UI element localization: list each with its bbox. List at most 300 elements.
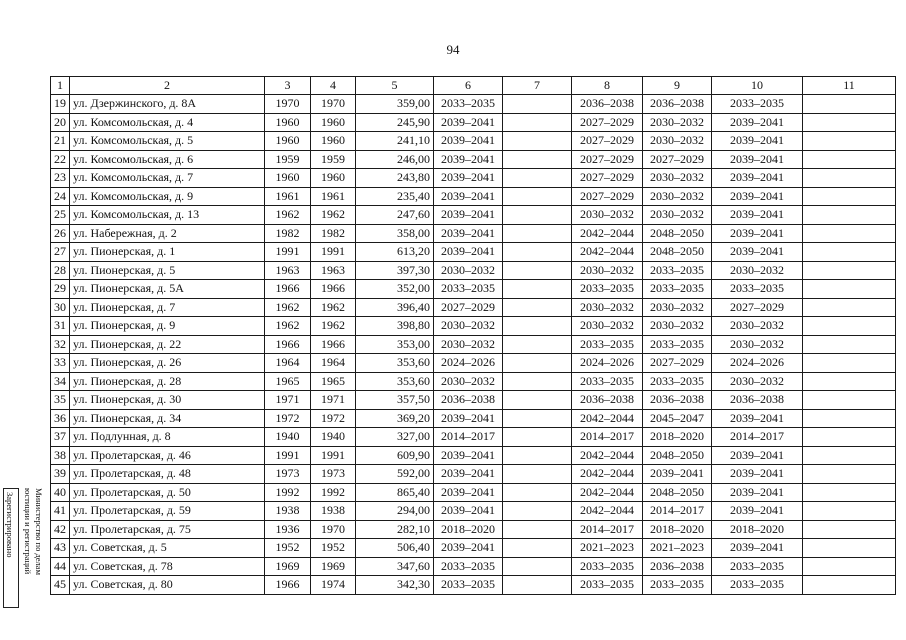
period-6-cell: 2039–2041 — [434, 187, 503, 206]
period-9-cell: 2036–2038 — [643, 391, 712, 410]
period-8-cell: 2030–2032 — [572, 261, 643, 280]
period-6-cell: 2039–2041 — [434, 483, 503, 502]
row-number-cell: 19 — [51, 95, 70, 114]
table-row — [51, 372, 896, 391]
row-number-cell: 30 — [51, 298, 70, 317]
address-cell: ул. Дзержинского, д. 8А — [70, 95, 265, 114]
period-8-cell: 2042–2044 — [572, 409, 643, 428]
row-number-cell: 35 — [51, 391, 70, 410]
table-row — [51, 428, 896, 447]
year-commissioned-cell: 1970 — [311, 520, 356, 539]
row-number-cell: 37 — [51, 428, 70, 447]
year-built-cell: 1966 — [265, 576, 311, 595]
address-cell: ул. Пионерская, д. 28 — [70, 372, 265, 391]
area-cell: 247,60 — [356, 206, 434, 225]
year-built-cell: 1991 — [265, 446, 311, 465]
period-8-cell: 2014–2017 — [572, 520, 643, 539]
year-built-cell: 1972 — [265, 409, 311, 428]
table-row — [51, 298, 896, 317]
row-number-cell: 32 — [51, 335, 70, 354]
col-header: 10 — [712, 77, 803, 95]
year-built-cell: 1991 — [265, 243, 311, 262]
table-row — [51, 465, 896, 484]
period-9-cell: 2030–2032 — [643, 317, 712, 336]
period-10-cell: 2018–2020 — [712, 520, 803, 539]
row-number-cell: 34 — [51, 372, 70, 391]
table-row — [51, 169, 896, 188]
area-cell: 353,60 — [356, 354, 434, 373]
year-built-cell: 1936 — [265, 520, 311, 539]
period-6-cell: 2039–2041 — [434, 206, 503, 225]
row-number-cell: 41 — [51, 502, 70, 521]
col-11-cell — [803, 409, 896, 428]
period-9-cell: 2033–2035 — [643, 280, 712, 299]
period-9-cell: 2036–2038 — [643, 557, 712, 576]
period-6-cell: 2039–2041 — [434, 113, 503, 132]
year-commissioned-cell: 1974 — [311, 576, 356, 595]
col-7-cell — [503, 206, 572, 225]
year-built-cell: 1960 — [265, 113, 311, 132]
year-built-cell: 1962 — [265, 206, 311, 225]
year-built-cell: 1982 — [265, 224, 311, 243]
year-commissioned-cell: 1969 — [311, 557, 356, 576]
col-11-cell — [803, 576, 896, 595]
address-cell: ул. Пионерская, д. 1 — [70, 243, 265, 262]
period-8-cell: 2042–2044 — [572, 224, 643, 243]
year-commissioned-cell: 1962 — [311, 298, 356, 317]
year-commissioned-cell: 1965 — [311, 372, 356, 391]
period-9-cell: 2014–2017 — [643, 502, 712, 521]
address-cell: ул. Комсомольская, д. 6 — [70, 150, 265, 169]
period-8-cell: 2036–2038 — [572, 391, 643, 410]
col-header: 6 — [434, 77, 503, 95]
area-cell: 246,00 — [356, 150, 434, 169]
address-cell: ул. Комсомольская, д. 5 — [70, 132, 265, 151]
col-7-cell — [503, 372, 572, 391]
address-cell: ул. Набережная, д. 2 — [70, 224, 265, 243]
table-row — [51, 557, 896, 576]
area-cell: 342,30 — [356, 576, 434, 595]
period-10-cell: 2039–2041 — [712, 539, 803, 558]
period-9-cell: 2036–2038 — [643, 95, 712, 114]
period-8-cell: 2042–2044 — [572, 446, 643, 465]
row-number-cell: 20 — [51, 113, 70, 132]
area-cell: 357,50 — [356, 391, 434, 410]
period-6-cell: 2039–2041 — [434, 446, 503, 465]
col-7-cell — [503, 95, 572, 114]
table-row — [51, 206, 896, 225]
col-11-cell — [803, 539, 896, 558]
year-built-cell: 1961 — [265, 187, 311, 206]
year-commissioned-cell: 1991 — [311, 243, 356, 262]
period-6-cell: 2033–2035 — [434, 576, 503, 595]
col-header: 5 — [356, 77, 434, 95]
col-11-cell — [803, 372, 896, 391]
year-commissioned-cell: 1960 — [311, 169, 356, 188]
table-row — [51, 317, 896, 336]
period-10-cell: 2039–2041 — [712, 113, 803, 132]
table-row — [51, 354, 896, 373]
area-cell: 397,30 — [356, 261, 434, 280]
col-11-cell — [803, 187, 896, 206]
period-10-cell: 2033–2035 — [712, 557, 803, 576]
col-header: 3 — [265, 77, 311, 95]
row-number-cell: 44 — [51, 557, 70, 576]
stamp-line-3: Зарегистрировано — [5, 492, 15, 558]
period-6-cell: 2039–2041 — [434, 409, 503, 428]
period-8-cell: 2027–2029 — [572, 113, 643, 132]
address-cell: ул. Подлунная, д. 8 — [70, 428, 265, 447]
period-9-cell: 2048–2050 — [643, 446, 712, 465]
table-row — [51, 576, 896, 595]
period-10-cell: 2039–2041 — [712, 187, 803, 206]
address-cell: ул. Пионерская, д. 5 — [70, 261, 265, 280]
period-10-cell: 2039–2041 — [712, 483, 803, 502]
col-11-cell — [803, 298, 896, 317]
col-7-cell — [503, 502, 572, 521]
period-8-cell: 2030–2032 — [572, 206, 643, 225]
col-11-cell — [803, 483, 896, 502]
address-cell: ул. Пролетарская, д. 48 — [70, 465, 265, 484]
period-9-cell: 2018–2020 — [643, 520, 712, 539]
col-11-cell — [803, 206, 896, 225]
col-11-cell — [803, 132, 896, 151]
year-commissioned-cell: 1940 — [311, 428, 356, 447]
col-header: 11 — [803, 77, 896, 95]
address-cell: ул. Пионерская, д. 7 — [70, 298, 265, 317]
col-11-cell — [803, 261, 896, 280]
period-8-cell: 2014–2017 — [572, 428, 643, 447]
table-row — [51, 150, 896, 169]
year-commissioned-cell: 1938 — [311, 502, 356, 521]
area-cell: 352,00 — [356, 280, 434, 299]
year-commissioned-cell: 1961 — [311, 187, 356, 206]
row-number-cell: 38 — [51, 446, 70, 465]
col-7-cell — [503, 446, 572, 465]
registration-stamp — [2, 488, 44, 608]
year-commissioned-cell: 1962 — [311, 317, 356, 336]
year-built-cell: 1970 — [265, 95, 311, 114]
period-8-cell: 2033–2035 — [572, 280, 643, 299]
period-8-cell: 2030–2032 — [572, 298, 643, 317]
year-commissioned-cell: 1971 — [311, 391, 356, 410]
year-built-cell: 1969 — [265, 557, 311, 576]
area-cell: 398,80 — [356, 317, 434, 336]
period-9-cell: 2030–2032 — [643, 298, 712, 317]
col-11-cell — [803, 428, 896, 447]
area-cell: 243,80 — [356, 169, 434, 188]
area-cell: 358,00 — [356, 224, 434, 243]
year-commissioned-cell: 1973 — [311, 465, 356, 484]
period-9-cell: 2027–2029 — [643, 150, 712, 169]
period-8-cell: 2024–2026 — [572, 354, 643, 373]
registry-table — [50, 76, 896, 595]
period-6-cell: 2039–2041 — [434, 169, 503, 188]
year-built-cell: 1992 — [265, 483, 311, 502]
year-built-cell: 1973 — [265, 465, 311, 484]
year-built-cell: 1965 — [265, 372, 311, 391]
stamp-line-2: юстиции и регистраций — [23, 488, 33, 575]
period-10-cell: 2039–2041 — [712, 132, 803, 151]
table-row — [51, 113, 896, 132]
area-cell: 613,20 — [356, 243, 434, 262]
address-cell: ул. Пролетарская, д. 75 — [70, 520, 265, 539]
address-cell: ул. Пионерская, д. 30 — [70, 391, 265, 410]
period-6-cell: 2033–2035 — [434, 95, 503, 114]
col-11-cell — [803, 150, 896, 169]
col-11-cell — [803, 354, 896, 373]
col-7-cell — [503, 261, 572, 280]
period-9-cell: 2021–2023 — [643, 539, 712, 558]
period-6-cell: 2039–2041 — [434, 465, 503, 484]
year-built-cell: 1962 — [265, 317, 311, 336]
period-10-cell: 2039–2041 — [712, 150, 803, 169]
table-row — [51, 520, 896, 539]
area-cell: 235,40 — [356, 187, 434, 206]
address-cell: ул. Советская, д. 5 — [70, 539, 265, 558]
address-cell: ул. Пионерская, д. 34 — [70, 409, 265, 428]
address-cell: ул. Комсомольская, д. 4 — [70, 113, 265, 132]
table-row — [51, 502, 896, 521]
col-header: 2 — [70, 77, 265, 95]
period-9-cell: 2030–2032 — [643, 169, 712, 188]
period-6-cell: 2036–2038 — [434, 391, 503, 410]
col-11-cell — [803, 95, 896, 114]
col-7-cell — [503, 113, 572, 132]
row-number-cell: 43 — [51, 539, 70, 558]
col-header: 7 — [503, 77, 572, 95]
area-cell: 353,60 — [356, 372, 434, 391]
year-built-cell: 1938 — [265, 502, 311, 521]
col-7-cell — [503, 520, 572, 539]
period-6-cell: 2039–2041 — [434, 539, 503, 558]
period-10-cell: 2039–2041 — [712, 446, 803, 465]
period-10-cell: 2039–2041 — [712, 409, 803, 428]
table-row — [51, 224, 896, 243]
col-7-cell — [503, 465, 572, 484]
row-number-cell: 40 — [51, 483, 70, 502]
period-6-cell: 2039–2041 — [434, 243, 503, 262]
col-7-cell — [503, 224, 572, 243]
table-row — [51, 280, 896, 299]
period-9-cell: 2030–2032 — [643, 206, 712, 225]
period-9-cell: 2033–2035 — [643, 372, 712, 391]
period-8-cell: 2027–2029 — [572, 169, 643, 188]
period-8-cell: 2033–2035 — [572, 335, 643, 354]
period-10-cell: 2024–2026 — [712, 354, 803, 373]
period-8-cell: 2030–2032 — [572, 317, 643, 336]
period-9-cell: 2027–2029 — [643, 354, 712, 373]
col-7-cell — [503, 280, 572, 299]
period-9-cell: 2030–2032 — [643, 132, 712, 151]
table-row — [51, 261, 896, 280]
period-6-cell: 2039–2041 — [434, 224, 503, 243]
area-cell: 282,10 — [356, 520, 434, 539]
col-11-cell — [803, 169, 896, 188]
period-9-cell: 2045–2047 — [643, 409, 712, 428]
year-commissioned-cell: 1972 — [311, 409, 356, 428]
row-number-cell: 21 — [51, 132, 70, 151]
period-10-cell: 2027–2029 — [712, 298, 803, 317]
period-9-cell: 2030–2032 — [643, 187, 712, 206]
address-cell: ул. Комсомольская, д. 7 — [70, 169, 265, 188]
year-built-cell: 1959 — [265, 150, 311, 169]
period-8-cell: 2027–2029 — [572, 150, 643, 169]
col-11-cell — [803, 317, 896, 336]
period-10-cell: 2039–2041 — [712, 224, 803, 243]
col-11-cell — [803, 243, 896, 262]
period-6-cell: 2030–2032 — [434, 317, 503, 336]
year-commissioned-cell: 1959 — [311, 150, 356, 169]
period-8-cell: 2042–2044 — [572, 483, 643, 502]
col-11-cell — [803, 391, 896, 410]
col-7-cell — [503, 391, 572, 410]
period-9-cell: 2030–2032 — [643, 113, 712, 132]
year-built-cell: 1966 — [265, 280, 311, 299]
row-number-cell: 45 — [51, 576, 70, 595]
col-header: 1 — [51, 77, 70, 95]
year-commissioned-cell: 1964 — [311, 354, 356, 373]
col-11-cell — [803, 224, 896, 243]
table-row — [51, 391, 896, 410]
col-7-cell — [503, 243, 572, 262]
year-commissioned-cell: 1963 — [311, 261, 356, 280]
col-7-cell — [503, 187, 572, 206]
period-10-cell: 2030–2032 — [712, 335, 803, 354]
period-8-cell: 2042–2044 — [572, 465, 643, 484]
period-9-cell: 2048–2050 — [643, 243, 712, 262]
row-number-cell: 23 — [51, 169, 70, 188]
area-cell: 592,00 — [356, 465, 434, 484]
col-header: 9 — [643, 77, 712, 95]
col-11-cell — [803, 446, 896, 465]
col-7-cell — [503, 428, 572, 447]
row-number-cell: 22 — [51, 150, 70, 169]
col-7-cell — [503, 132, 572, 151]
year-built-cell: 1960 — [265, 169, 311, 188]
year-commissioned-cell: 1960 — [311, 113, 356, 132]
col-7-cell — [503, 150, 572, 169]
period-8-cell: 2042–2044 — [572, 243, 643, 262]
col-11-cell — [803, 520, 896, 539]
period-6-cell: 2039–2041 — [434, 150, 503, 169]
period-10-cell: 2039–2041 — [712, 206, 803, 225]
row-number-cell: 39 — [51, 465, 70, 484]
header-row — [51, 77, 896, 95]
period-10-cell: 2039–2041 — [712, 465, 803, 484]
period-10-cell: 2030–2032 — [712, 261, 803, 280]
area-cell: 609,90 — [356, 446, 434, 465]
year-built-cell: 1963 — [265, 261, 311, 280]
area-cell: 369,20 — [356, 409, 434, 428]
row-number-cell: 25 — [51, 206, 70, 225]
year-commissioned-cell: 1970 — [311, 95, 356, 114]
period-6-cell: 2033–2035 — [434, 280, 503, 299]
area-cell: 396,40 — [356, 298, 434, 317]
col-7-cell — [503, 409, 572, 428]
table-body — [51, 77, 896, 595]
period-10-cell: 2036–2038 — [712, 391, 803, 410]
row-number-cell: 26 — [51, 224, 70, 243]
period-6-cell: 2030–2032 — [434, 372, 503, 391]
period-9-cell: 2033–2035 — [643, 335, 712, 354]
address-cell: ул. Комсомольская, д. 9 — [70, 187, 265, 206]
period-8-cell: 2021–2023 — [572, 539, 643, 558]
period-6-cell: 2024–2026 — [434, 354, 503, 373]
col-11-cell — [803, 557, 896, 576]
col-7-cell — [503, 539, 572, 558]
period-6-cell: 2039–2041 — [434, 132, 503, 151]
address-cell: ул. Пролетарская, д. 59 — [70, 502, 265, 521]
year-built-cell: 1966 — [265, 335, 311, 354]
year-commissioned-cell: 1966 — [311, 280, 356, 299]
period-8-cell: 2033–2035 — [572, 372, 643, 391]
row-number-cell: 27 — [51, 243, 70, 262]
col-11-cell — [803, 280, 896, 299]
address-cell: ул. Пионерская, д. 5А — [70, 280, 265, 299]
period-6-cell: 2033–2035 — [434, 557, 503, 576]
year-built-cell: 1962 — [265, 298, 311, 317]
row-number-cell: 42 — [51, 520, 70, 539]
year-commissioned-cell: 1992 — [311, 483, 356, 502]
period-10-cell: 2030–2032 — [712, 317, 803, 336]
area-cell: 506,40 — [356, 539, 434, 558]
period-8-cell: 2027–2029 — [572, 132, 643, 151]
period-6-cell: 2039–2041 — [434, 502, 503, 521]
period-6-cell: 2030–2032 — [434, 261, 503, 280]
period-9-cell: 2039–2041 — [643, 465, 712, 484]
address-cell: ул. Пролетарская, д. 50 — [70, 483, 265, 502]
period-6-cell: 2014–2017 — [434, 428, 503, 447]
stamp-line-1: Министерство по делам — [34, 488, 44, 575]
col-header: 8 — [572, 77, 643, 95]
table-row — [51, 187, 896, 206]
address-cell: ул. Пионерская, д. 22 — [70, 335, 265, 354]
area-cell: 353,00 — [356, 335, 434, 354]
table-row — [51, 539, 896, 558]
year-commissioned-cell: 1991 — [311, 446, 356, 465]
year-commissioned-cell: 1966 — [311, 335, 356, 354]
col-7-cell — [503, 335, 572, 354]
year-built-cell: 1964 — [265, 354, 311, 373]
period-6-cell: 2027–2029 — [434, 298, 503, 317]
year-built-cell: 1940 — [265, 428, 311, 447]
period-10-cell: 2039–2041 — [712, 169, 803, 188]
area-cell: 865,40 — [356, 483, 434, 502]
area-cell: 294,00 — [356, 502, 434, 521]
period-8-cell: 2036–2038 — [572, 95, 643, 114]
period-8-cell: 2033–2035 — [572, 557, 643, 576]
row-number-cell: 36 — [51, 409, 70, 428]
table-row — [51, 483, 896, 502]
address-cell: ул. Комсомольская, д. 13 — [70, 206, 265, 225]
year-built-cell: 1971 — [265, 391, 311, 410]
period-10-cell: 2030–2032 — [712, 372, 803, 391]
table-row — [51, 132, 896, 151]
address-cell: ул. Пионерская, д. 26 — [70, 354, 265, 373]
col-7-cell — [503, 557, 572, 576]
row-number-cell: 31 — [51, 317, 70, 336]
col-7-cell — [503, 354, 572, 373]
period-9-cell: 2018–2020 — [643, 428, 712, 447]
table-row — [51, 409, 896, 428]
period-9-cell: 2048–2050 — [643, 224, 712, 243]
area-cell: 245,90 — [356, 113, 434, 132]
col-7-cell — [503, 169, 572, 188]
period-10-cell: 2033–2035 — [712, 576, 803, 595]
row-number-cell: 28 — [51, 261, 70, 280]
col-7-cell — [503, 483, 572, 502]
